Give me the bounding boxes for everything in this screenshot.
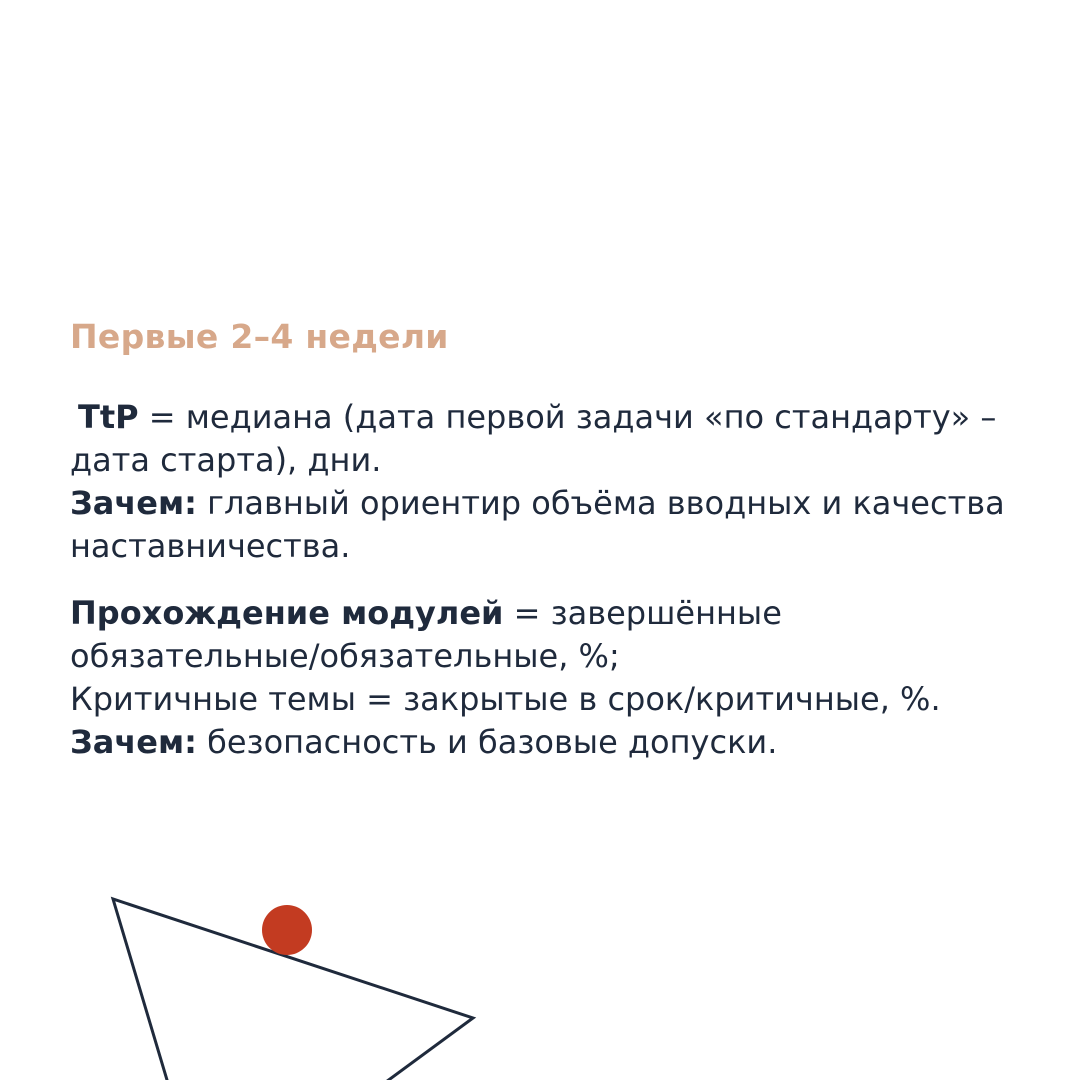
modules-definition: = завершённые обязательные/обязательные, %; <box>70 594 782 675</box>
ttp-term: TtP <box>78 398 139 436</box>
modules-paragraph <box>70 592 1030 764</box>
modules-why-text: безопасность и базовые допуски. <box>196 723 778 761</box>
critical-topics-line: Критичные темы = закрытые в срок/критичные, %. <box>70 680 941 718</box>
ttp-why-text: главный ориентир объёма вводных и качества наставничества. <box>70 484 1005 565</box>
ttp-paragraph <box>70 396 1030 568</box>
modules-term: Прохождение модулей <box>70 594 504 632</box>
ttp-why-label: Зачем: <box>70 484 197 522</box>
red-dot <box>262 905 312 955</box>
modules-why-label: Зачем: <box>70 723 197 761</box>
section-heading: Первые 2–4 недели <box>70 317 449 356</box>
content-area <box>70 314 1030 764</box>
ttp-definition: = медиана (дата первой задачи «по стандарту» – дата старта), дни. <box>70 398 997 479</box>
triangle-outline <box>113 899 473 1080</box>
